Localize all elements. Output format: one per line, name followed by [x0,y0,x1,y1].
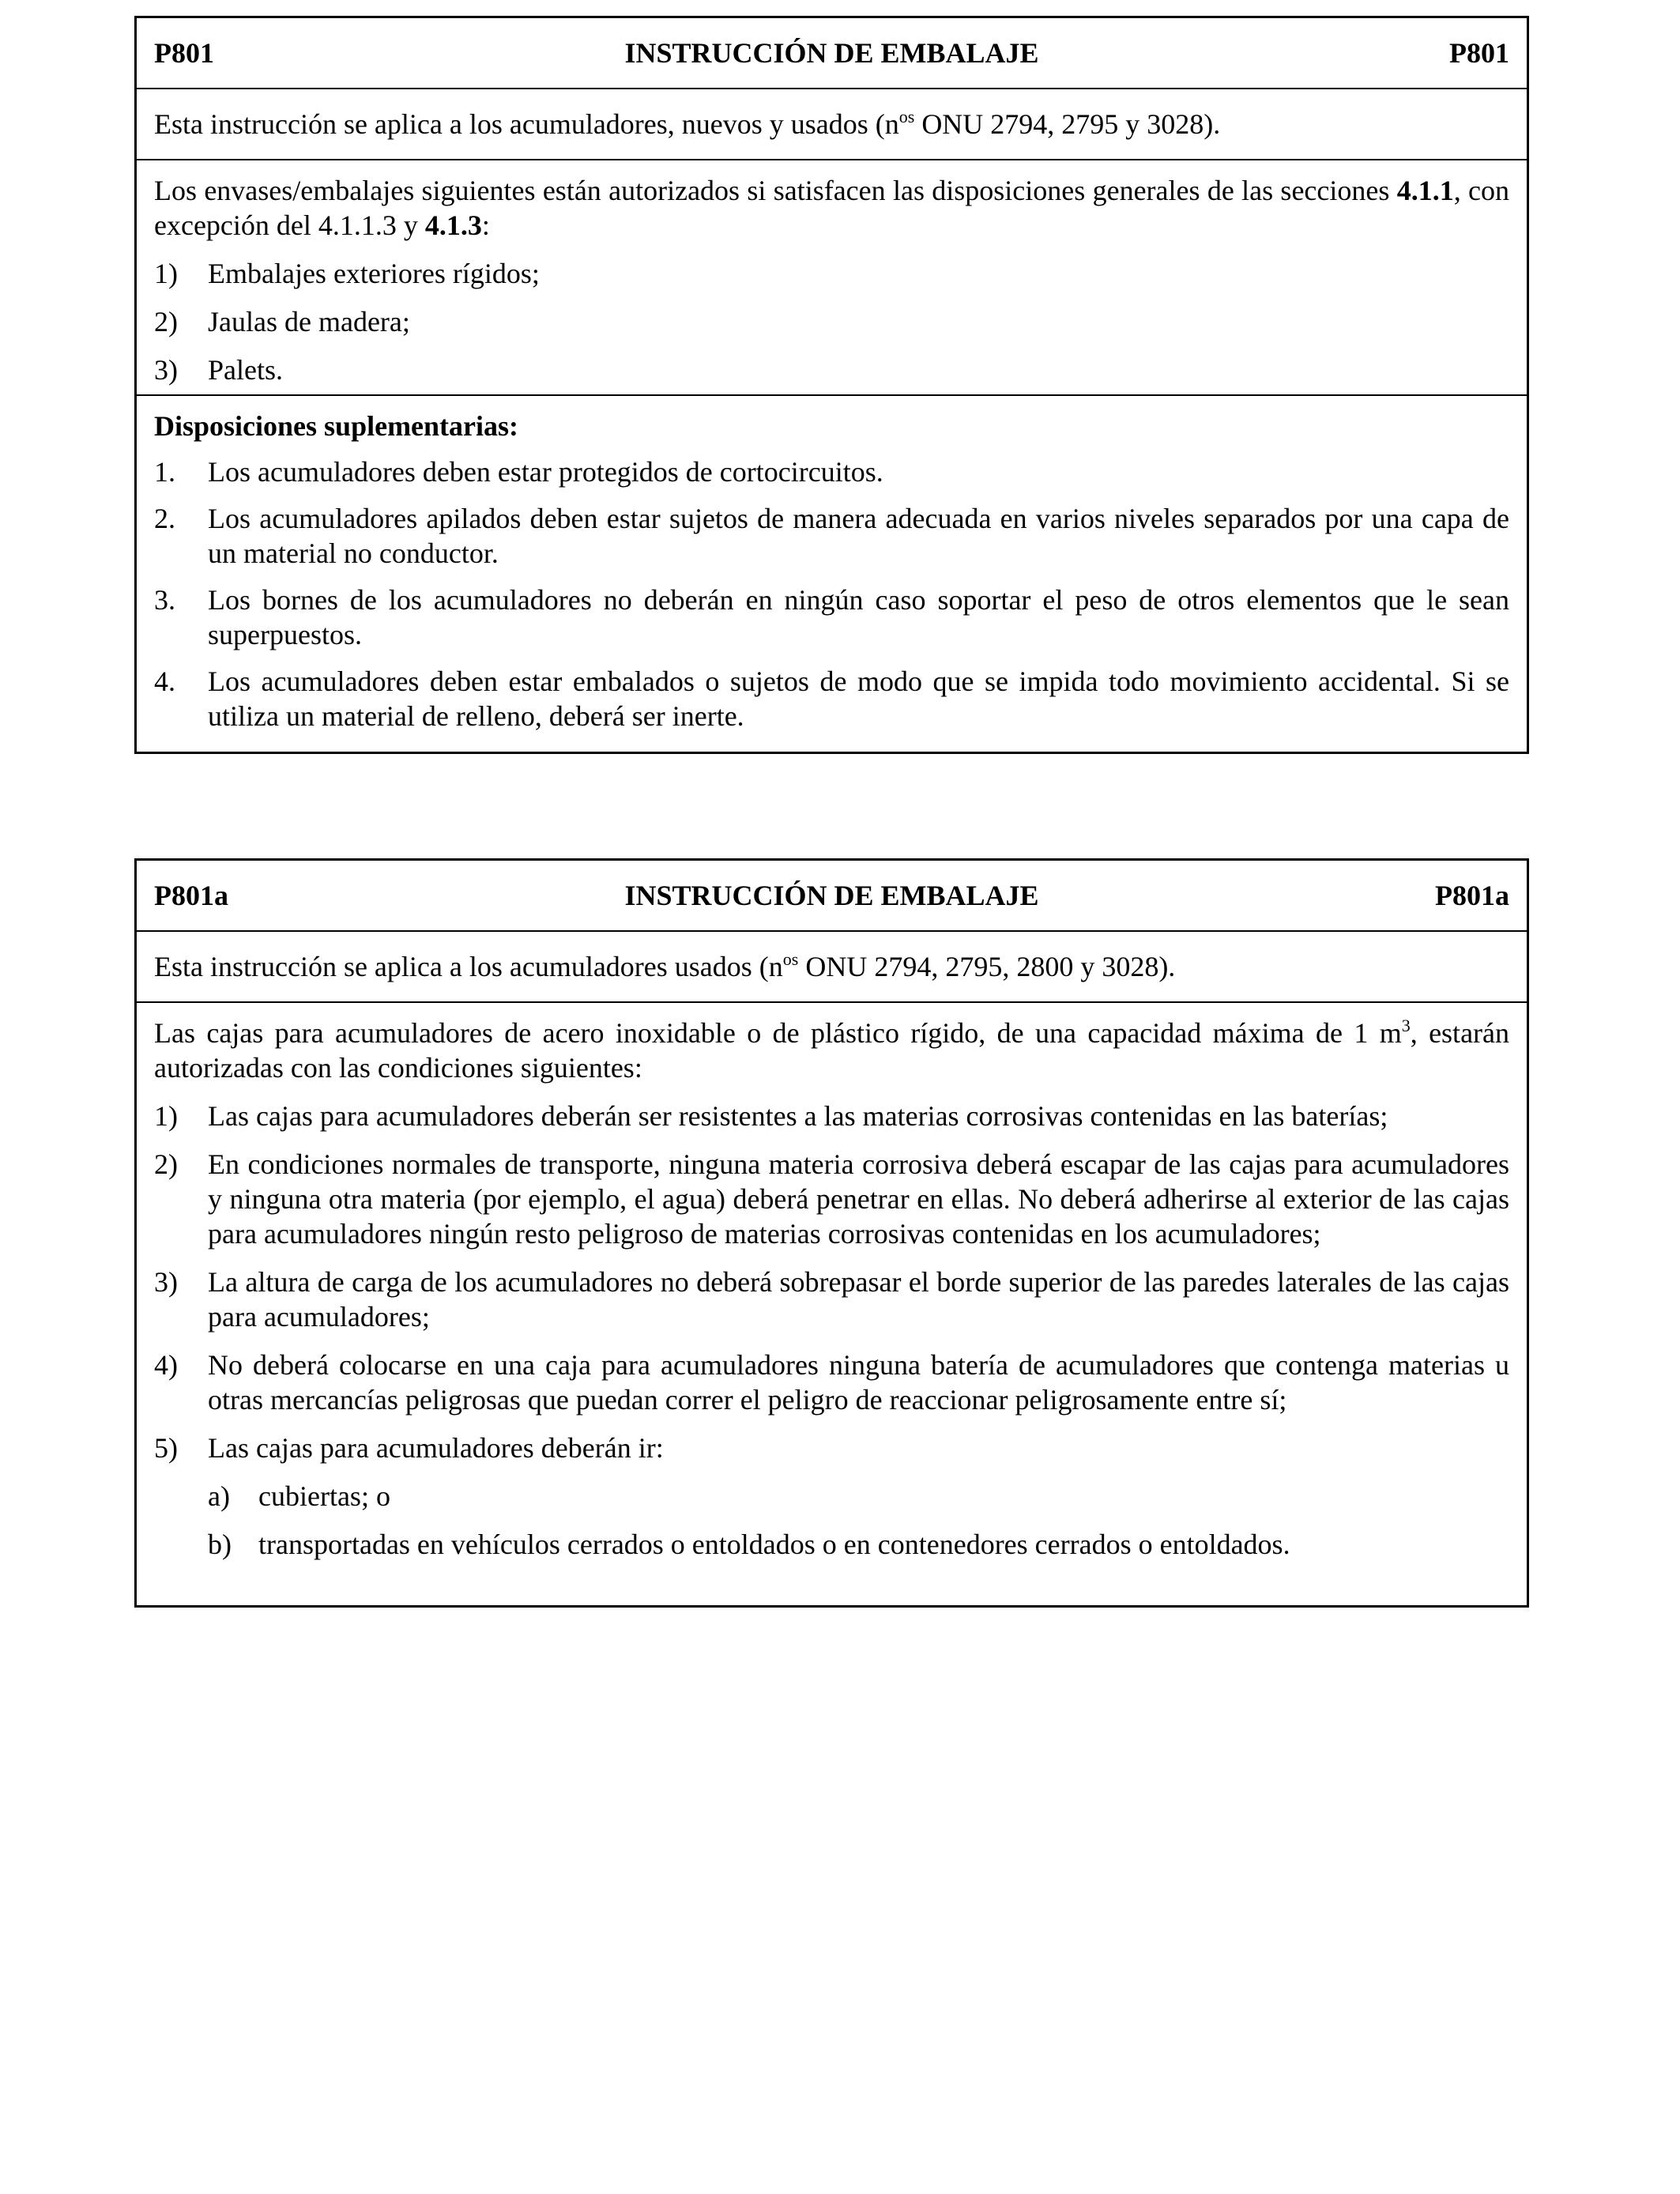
list-item [154,1147,1509,1251]
list-item [208,1479,1509,1514]
list-item [208,1527,1509,1562]
provisions-heading: Disposiciones suplementarias: [154,410,519,442]
instruction-code: P801 [1449,37,1509,69]
instruction-header [137,18,1527,89]
list-item [154,256,1509,291]
authorized-packagings [137,160,1527,396]
instruction-title: INSTRUCCIÓN DE EMBALAJE [624,37,1039,69]
list-item [154,664,1509,733]
packing-instruction-p801 [134,16,1529,754]
list-item [154,1431,1509,1562]
item-number: 3) [154,354,178,386]
section-reference: 4.1.1 [1396,175,1454,206]
list-item [154,1348,1509,1417]
item-text: Jaulas de madera; [208,306,410,337]
conditions-list [154,1099,1509,1562]
intro-paragraph [154,173,1509,243]
item-text: Palets. [208,354,283,386]
scope-statement [137,89,1527,160]
item-number: 2) [154,1148,178,1180]
item-number: 5) [154,1432,178,1464]
item-text: cubiertas; o [258,1480,390,1512]
sub-conditions-list [208,1479,1509,1562]
packaging-list [154,256,1509,387]
section-reference: 4.1.3 [424,209,482,241]
list-item [154,1099,1509,1133]
instruction-code: P801a [154,880,228,911]
item-text: Los bornes de los acumuladores no deberán en ningún caso soportar el peso de otros elementos que le sean superpuestos. [208,584,1509,650]
intro-text: : [481,209,490,241]
instruction-title: INSTRUCCIÓN DE EMBALAJE [624,880,1039,911]
list-item [154,352,1509,387]
instruction-code: P801a [1435,880,1509,911]
item-number: a) [208,1480,230,1512]
item-text: Las cajas para acumuladores deberán ser resistentes a las materias corrosivas contenidas en las baterías; [208,1100,1388,1132]
item-number: 2. [154,503,175,534]
intro-text: , estarán autorizadas con las condiciones siguientes: [154,1017,1510,1084]
scope-text: Esta instrucción se aplica a los acumuladores usados (n [154,951,783,982]
superscript: os [782,949,799,969]
packing-instruction-p801a [134,858,1529,1608]
item-text: transportadas en vehículos cerrados o entoldados o en contenedores cerrados o entoldados. [258,1529,1290,1560]
superscript: 3 [1401,1016,1411,1035]
instruction-header [137,861,1527,932]
intro-text: Los envases/embalajes siguientes están autorizados si satisfacen las disposiciones generales de las secciones [154,175,1397,206]
list-item [154,304,1509,339]
item-number: 1) [154,1100,178,1132]
item-number: 1) [154,258,178,289]
item-text: La altura de carga de los acumuladores no deberá sobrepasar el borde superior de las paredes laterales de las cajas para acumuladores; [208,1266,1509,1333]
item-number: 1. [154,456,175,488]
item-text: Los acumuladores deben estar embalados o sujetos de modo que se impida todo movimiento accidental. Si se utiliza un material de relleno, deberá ser inerte. [208,665,1509,732]
scope-text: Esta instrucción se aplica a los acumuladores, nuevos y usados (n [154,108,899,140]
instruction-code: P801 [154,37,214,69]
intro-paragraph [154,1016,1509,1085]
battery-box-conditions [137,1003,1527,1566]
scope-statement [137,932,1527,1003]
item-text: Embalajes exteriores rígidos; [208,258,540,289]
item-number: 3) [154,1266,178,1298]
item-text: Los acumuladores deben estar protegidos de cortocircuitos. [208,456,883,488]
item-number: b) [208,1529,232,1560]
item-number: 4. [154,665,175,697]
item-text: En condiciones normales de transporte, ninguna materia corrosiva deberá escapar de las cajas para acumuladores y ninguna otra materia (por ejemplo, el agua) deberá penetrar en ellas. No deberá adherirse al exterior de las cajas para acumuladores ningún resto peligroso de materias corrosivas contenidas en los acumuladores; [208,1148,1509,1250]
intro-text: , con excepción del 4.1.1.3 y [154,175,1510,241]
superscript: os [898,107,915,126]
item-text: Los acumuladores apilados deben estar sujetos de manera adecuada en varios niveles separados por una capa de un material no conductor. [208,503,1509,569]
item-number: 2) [154,306,178,337]
item-text: No deberá colocarse en una caja para acumuladores ninguna batería de acumuladores que contenga materias u otras mercancías peligrosas que puedan correr el peligro de reaccionar peligrosamente entre sí; [208,1349,1509,1416]
supplementary-provisions [137,396,1527,738]
list-item [154,454,1509,489]
item-number: 4) [154,1349,178,1381]
intro-text: Las cajas para acumuladores de acero inoxidable o de plástico rígido, de una capacidad máxima de 1 m [154,1017,1402,1049]
item-text: Las cajas para acumuladores deberán ir: [208,1432,664,1464]
scope-text: ONU 2794, 2795 y 3028). [914,108,1221,140]
scope-text: ONU 2794, 2795, 2800 y 3028). [798,951,1176,982]
list-item [154,582,1509,652]
list-item [154,501,1509,571]
provisions-list [154,454,1509,733]
list-item [154,1265,1509,1334]
item-number: 3. [154,584,175,616]
